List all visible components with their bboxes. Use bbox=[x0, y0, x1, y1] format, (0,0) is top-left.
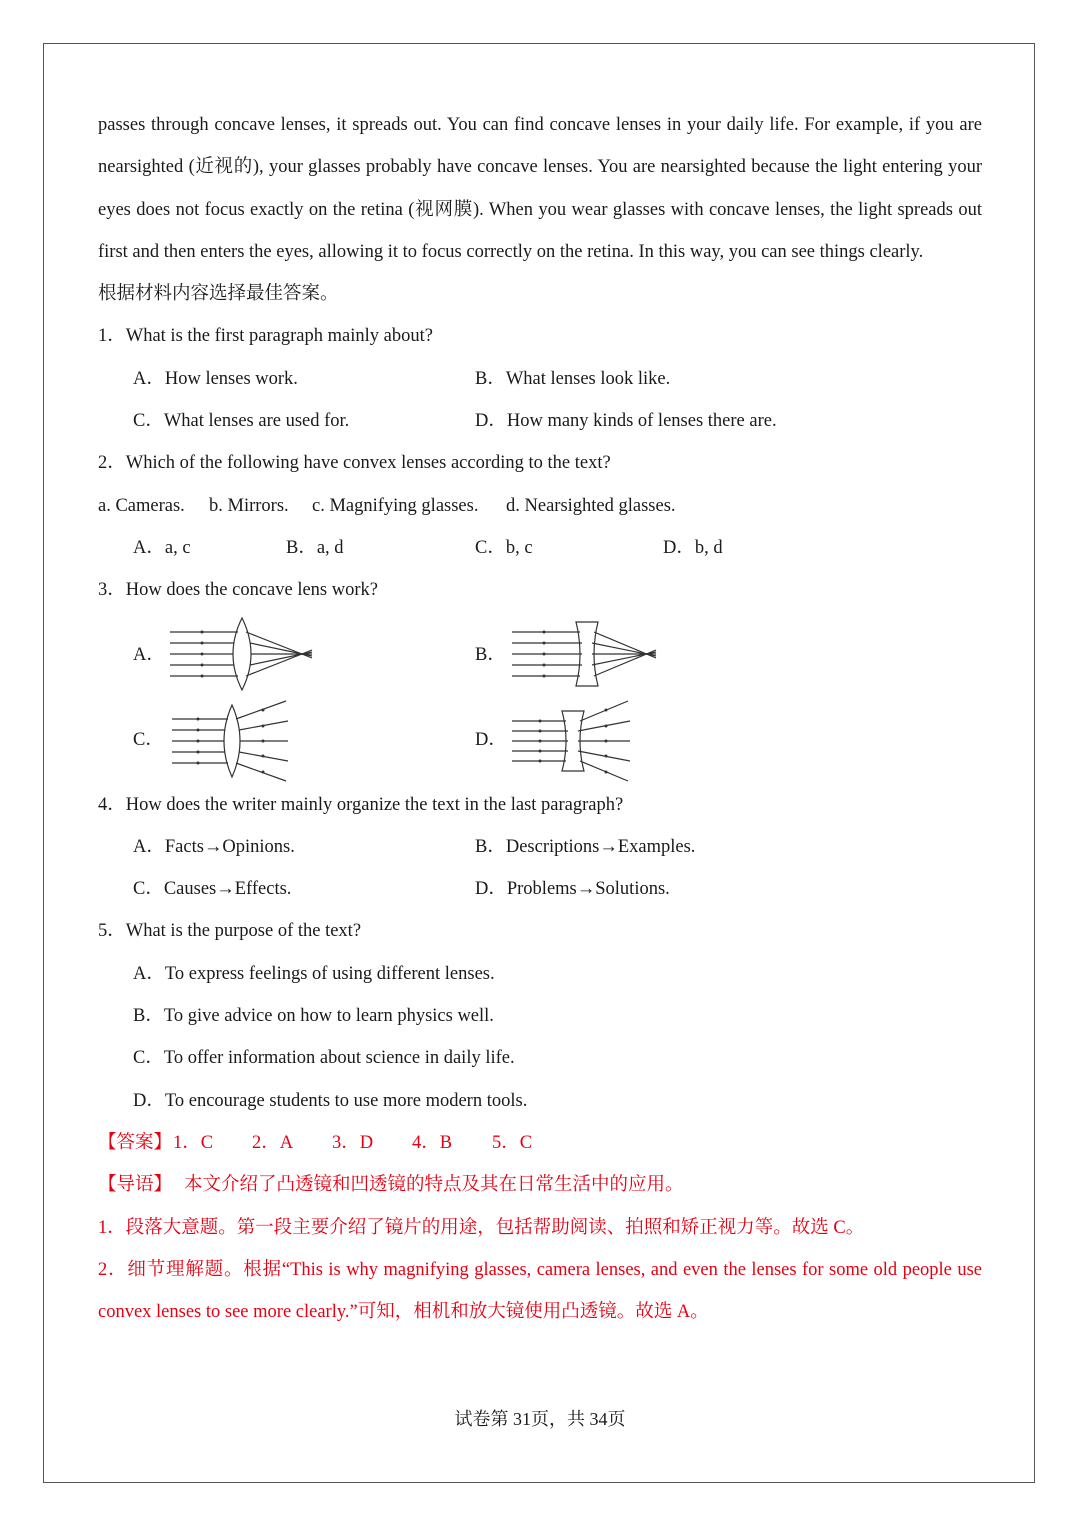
q1-option-d: D．How many kinds of lenses there are. bbox=[475, 411, 777, 432]
answer-5: 5．C bbox=[492, 1132, 533, 1153]
q1-option-b: B．What lenses look like. bbox=[475, 368, 671, 389]
q4-option-c: C．Causes→Effects. bbox=[133, 879, 292, 900]
answer-3: 3．D bbox=[332, 1132, 374, 1153]
answer-line bbox=[98, 1122, 982, 1164]
q4-option-d: D．Problems→Solutions. bbox=[475, 879, 670, 900]
question-3-stem: 3．How does the concave lens work? bbox=[98, 580, 378, 601]
instruction: 根据材料内容选择最佳答案。 bbox=[98, 284, 339, 305]
q5-option-c: C．To offer information about science in daily life. bbox=[133, 1048, 515, 1069]
explanation-2: 2．细节理解题。根据“This is why magnifying glasses, camera lenses, and even the lenses for some old people use convex lenses to see more clearly.”可知，相机和放大镜使用凸透镜。故选 A。 bbox=[98, 1259, 982, 1323]
q2-item-a: a. Cameras. bbox=[98, 495, 185, 516]
q3-option-b: B． bbox=[475, 644, 506, 665]
question-4-stem: 4．How does the writer mainly organize the text in the last paragraph? bbox=[98, 794, 624, 815]
page-footer: 试卷第 31页，共 34页 bbox=[454, 1409, 626, 1429]
question-5-stem: 5．What is the purpose of the text? bbox=[98, 921, 362, 942]
q2-item-d: d. Nearsighted glasses. bbox=[506, 495, 676, 516]
q2-item-c: c. Magnifying glasses. bbox=[312, 495, 479, 516]
explanation-1: 1．段落大意题。第一段主要介绍了镜片的用途，包括帮助阅读、拍照和矫正视力等。故选 C。 bbox=[98, 1217, 865, 1238]
q5-option-b: B．To give advice on how to learn physics well. bbox=[133, 1006, 494, 1027]
guide-line bbox=[98, 1164, 982, 1206]
q1-option-c: C．What lenses are used for. bbox=[133, 411, 350, 432]
q5-option-a: A．To express feelings of using different lenses. bbox=[133, 963, 495, 984]
concave-converging-diagram bbox=[510, 614, 660, 694]
question-1-stem: 1．What is the first paragraph mainly about? bbox=[98, 326, 433, 347]
document-body bbox=[98, 104, 982, 1333]
q3-option-a: A． bbox=[133, 644, 165, 665]
q2-item-b: b. Mirrors. bbox=[209, 495, 289, 516]
q3-option-c: C． bbox=[133, 729, 164, 750]
answer-4: 4．B bbox=[412, 1132, 453, 1153]
q2-option-c: C．b, c bbox=[475, 537, 533, 558]
passage-paragraph: passes through concave lenses, it spreads out. You can find concave lenses in your daily life. For example, if you are nearsighted (近视的), your glasses probably have concave lenses. You are nearsighted because the light entering your eyes does not focus exactly on the retina (视网膜). When you wear glasses with concave lenses, the light spreads out first and then enters the eyes, allowing it to focus correctly on the retina. In this way, you can see things clearly. bbox=[98, 115, 982, 262]
q4-option-a: A．Facts→Opinions. bbox=[133, 836, 295, 857]
q4-option-b: B．Descriptions→Examples. bbox=[475, 836, 696, 857]
concave-diverging-diagram bbox=[510, 699, 640, 783]
convex-converging-diagram bbox=[168, 614, 318, 694]
q2-option-b: B．a, d bbox=[286, 537, 344, 558]
q3-option-d: D． bbox=[475, 729, 507, 750]
q2-option-a: A．a, c bbox=[133, 537, 191, 558]
answer-label: 【答案】 bbox=[98, 1132, 173, 1153]
guide-text: 本文介绍了凸透镜和凹透镜的特点及其在日常生活中的应用。 bbox=[184, 1175, 684, 1196]
convex-diverging-diagram bbox=[168, 699, 298, 783]
q2-option-d: D．b, d bbox=[663, 537, 723, 558]
answer-2: 2．A bbox=[252, 1132, 294, 1153]
q5-option-d: D．To encourage students to use more modern tools. bbox=[133, 1090, 528, 1111]
q1-option-a: A．How lenses work. bbox=[133, 368, 298, 389]
guide-label: 【导语】 bbox=[98, 1175, 173, 1196]
question-2-stem: 2．Which of the following have convex lenses according to the text? bbox=[98, 453, 611, 474]
answer-1: 1．C bbox=[173, 1132, 214, 1153]
